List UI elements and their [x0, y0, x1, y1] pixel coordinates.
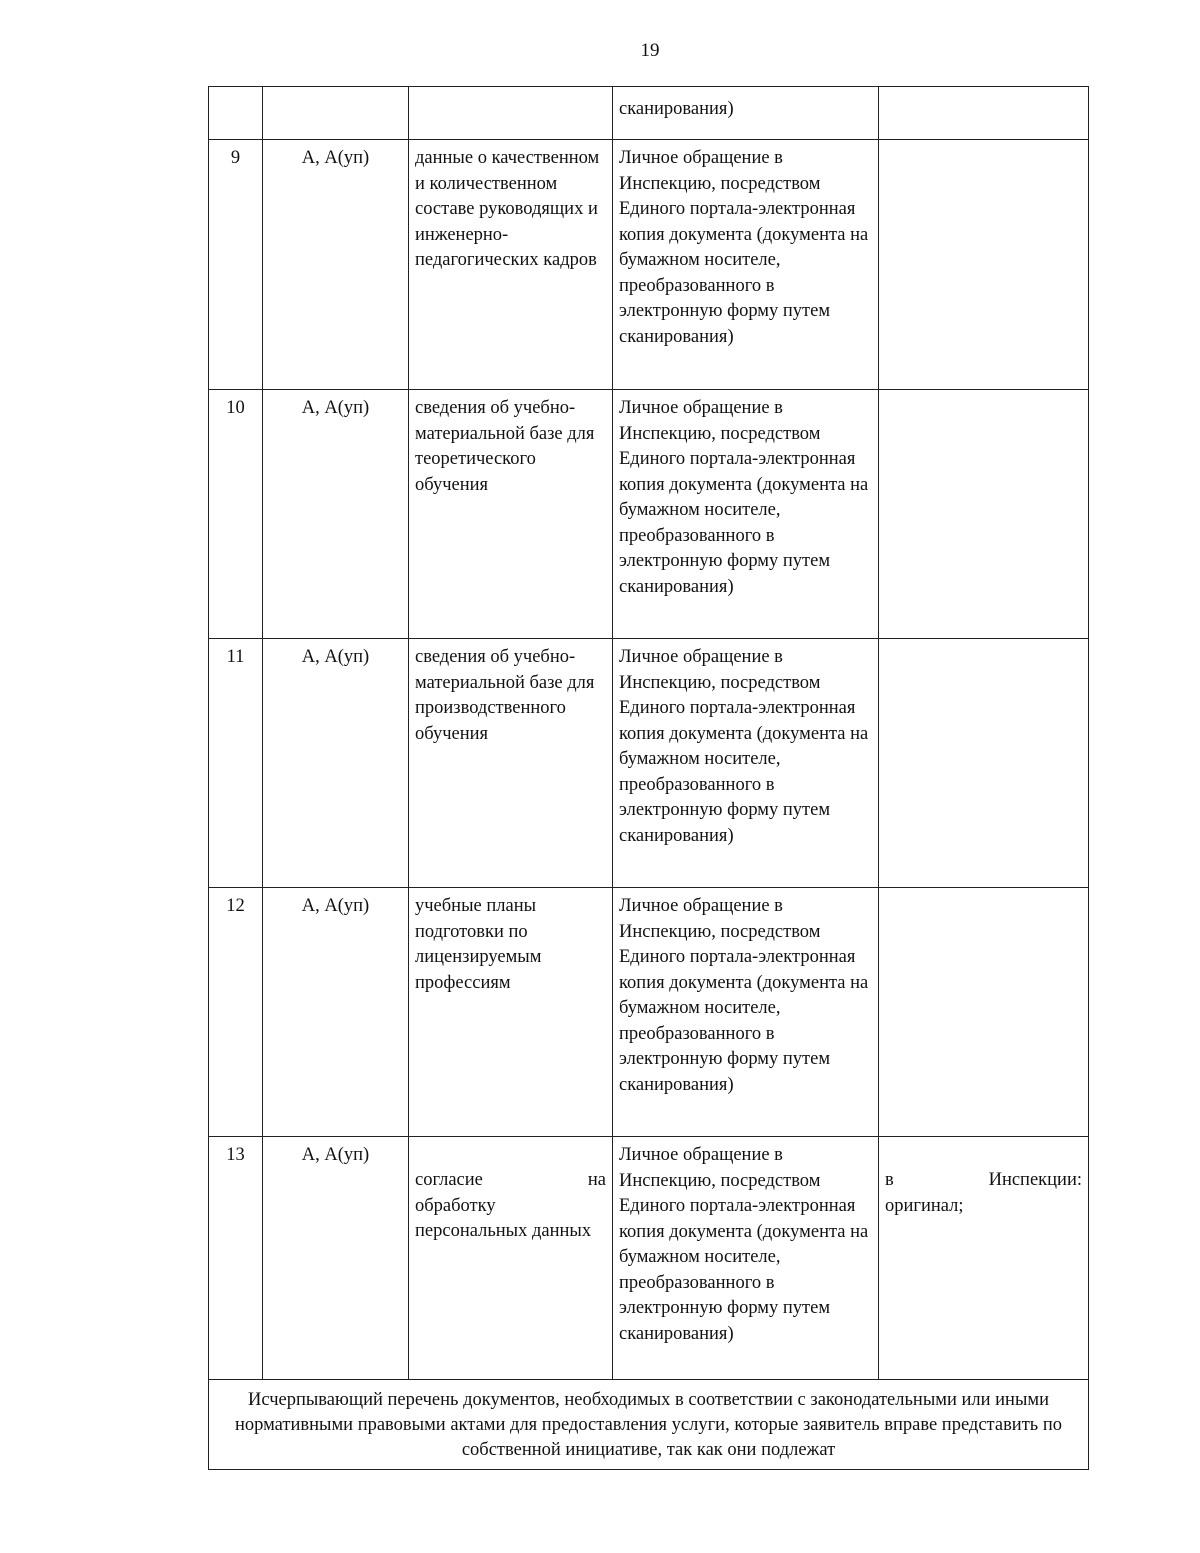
page-number: 19 [640, 40, 660, 61]
row-code: А, А(уп) [263, 390, 409, 639]
row-form [879, 639, 1089, 888]
table-row [209, 639, 1089, 888]
cell-description [409, 87, 613, 140]
cell-method: сканирования) [613, 87, 879, 140]
row-number: 10 [209, 390, 263, 639]
description-rest: обработку персональных данных [415, 1195, 592, 1241]
row-code: А, А(уп) [263, 1137, 409, 1380]
table-row [209, 888, 1089, 1137]
cell-form [879, 87, 1089, 140]
row-method: Личное обращение в Инспекцию, посредством Единого портала-электронная копия документа (документа на бумажном носителе, преобразованного в электронную форму путем сканирования) [613, 390, 879, 639]
cell-code [263, 87, 409, 140]
row-number: 11 [209, 639, 263, 888]
row-form [879, 888, 1089, 1137]
table-row [209, 390, 1089, 639]
table-row-continued [209, 87, 1089, 140]
description-first-line [415, 1168, 606, 1194]
row-number: 13 [209, 1137, 263, 1380]
documents-table [208, 86, 1089, 1470]
row-method: Личное обращение в Инспекцию, посредством Единого портала-электронная копия документа (документа на бумажном носителе, преобразованного в электронную форму путем сканирования) [613, 639, 879, 888]
form-word: Инспекции: [988, 1170, 1082, 1190]
row-form [879, 390, 1089, 639]
table-row [209, 1137, 1089, 1380]
row-form [879, 1137, 1089, 1380]
description-word: согласие [415, 1170, 483, 1190]
row-description: данные о качественном и количественном составе руководящих и инженерно-педагогических кадров [409, 140, 613, 390]
row-description: сведения об учебно-материальной базе для производственного обучения [409, 639, 613, 888]
form-first-line [885, 1168, 1082, 1194]
row-code: А, А(уп) [263, 140, 409, 390]
description-word: на [587, 1170, 606, 1190]
footer-note-row [209, 1380, 1089, 1470]
row-method: Личное обращение в Инспекцию, посредством Единого портала-электронная копия документа (документа на бумажном носителе, преобразованного в электронную форму путем сканирования) [613, 140, 879, 390]
row-method: Личное обращение в Инспекцию, посредством Единого портала-электронная копия документа (документа на бумажном носителе, преобразованного в электронную форму путем сканирования) [613, 1137, 879, 1380]
row-number: 9 [209, 140, 263, 390]
cell-num [209, 87, 263, 140]
row-number: 12 [209, 888, 263, 1137]
form-rest: оригинал; [885, 1195, 964, 1216]
row-description: учебные планы подготовки по лицензируемым профессиям [409, 888, 613, 1137]
form-word: в [885, 1170, 894, 1190]
row-description: сведения об учебно-материальной базе для теоретического обучения [409, 390, 613, 639]
row-description [409, 1137, 613, 1380]
table-row [209, 140, 1089, 390]
row-code: А, А(уп) [263, 888, 409, 1137]
row-method: Личное обращение в Инспекцию, посредством Единого портала-электронная копия документа (документа на бумажном носителе, преобразованного в электронную форму путем сканирования) [613, 888, 879, 1137]
footer-note: Исчерпывающий перечень документов, необходимых в соответствии с законодательными или иными нормативными правовыми актами для предоставления услуги, которые заявитель вправе представить по собственной инициативе, так как они подлежат [209, 1380, 1089, 1470]
row-code: А, А(уп) [263, 639, 409, 888]
row-form [879, 140, 1089, 390]
